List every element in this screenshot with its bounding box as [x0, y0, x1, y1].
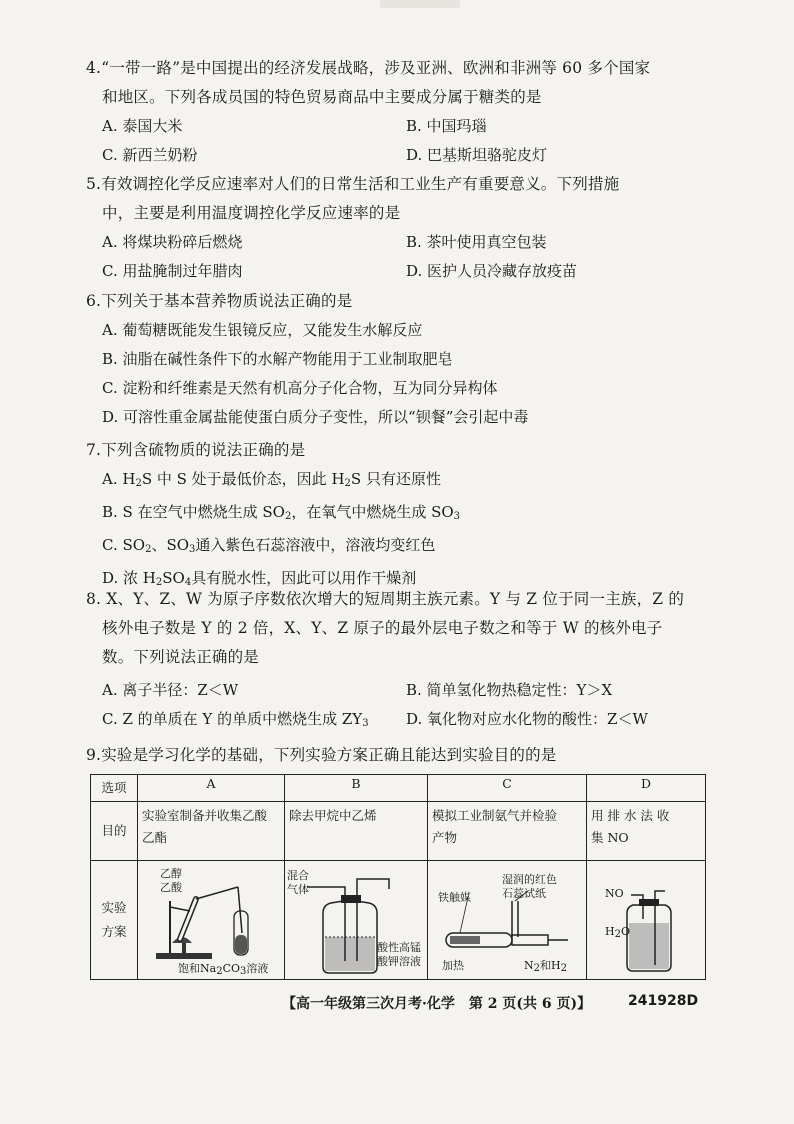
- q5-options: [102, 228, 702, 286]
- scan-edge: [380, 0, 460, 8]
- q6-options: [102, 316, 702, 432]
- label-water: $H_2O$: [605, 925, 630, 940]
- q7-stem-1: 7.下列含硫物质的说法正确的是: [86, 441, 306, 459]
- label-kmno4-2: 酸钾溶液: [377, 955, 421, 968]
- q5-option-b: B. 茶叶使用真空包装: [406, 233, 547, 251]
- q7-option-a: A. $H_2S$ 中 S 处于最低价态，因此 $H_2S$ 只有还原性: [102, 470, 441, 489]
- header-a: A: [138, 775, 285, 802]
- label-acetic-acid: 乙酸: [160, 881, 182, 894]
- q5-option-d: D. 医护人员冷藏存放疫苗: [406, 262, 578, 280]
- page-footer: 【高一年级第三次月考·化学 第 2 页(共 6 页)】: [282, 996, 592, 1012]
- q5-stem-1: 5.有效调控化学反应速率对人们的日常生活和工业生产有重要意义。下列措施: [86, 175, 620, 193]
- aim-b: 除去甲烷中乙烯: [285, 802, 428, 861]
- q6-option-c: C. 淀粉和纤维素是天然有机高分子化合物，互为同分异构体: [102, 379, 498, 397]
- question-6: [86, 287, 696, 316]
- q6-stem-1: 6.下列关于基本营养物质说法正确的是: [86, 292, 353, 310]
- row-label-plan: 实验 方案: [91, 861, 138, 980]
- label-heating: 加热: [442, 959, 464, 972]
- q6-option-d: D. 可溶性重金属盐能使蛋白质分子变性，所以“钡餐”会引起中毒: [102, 408, 529, 426]
- label-saturated-solution: 饱和$Na_2CO_3$溶液: [178, 962, 269, 977]
- q8-option-d: D. 氧化物对应水化物的酸性：Z＜W: [406, 710, 648, 728]
- q6-option-a: A. 葡萄糖既能发生银镜反应，又能发生水解反应: [102, 321, 423, 339]
- q4-option-c: C. 新西兰奶粉: [102, 146, 198, 164]
- q5-stem-2: 中，主要是利用温度调控化学反应速率的是: [102, 204, 401, 222]
- label-red-litmus-2: 石蕊试纸: [502, 887, 546, 900]
- header-option: 选项: [91, 775, 138, 802]
- q7-options: [102, 465, 702, 597]
- q8-stem-3: 数。下列说法正确的是: [102, 648, 260, 666]
- aim-d: 用 排 水 法 收 集 NO: [587, 802, 706, 861]
- question-4: [86, 54, 696, 112]
- label-red-litmus-1: 湿润的红色: [502, 873, 557, 886]
- q7-option-c: C. $SO_2$、$SO_3$通入紫色石蕊溶液中，溶液均变红色: [102, 536, 436, 555]
- q8-stem-2: 核外电子数是 Y 的 2 倍，X、Y、Z 原子的最外层电子数之和等于 W 的核外电子: [102, 619, 663, 637]
- question-5: [86, 170, 696, 228]
- plan-c: [428, 861, 587, 980]
- q5-option-a: A. 将煤块粉碎后燃烧: [102, 233, 243, 251]
- q4-options: [102, 112, 702, 170]
- q4-option-d: D. 巴基斯坦骆驼皮灯: [406, 146, 548, 164]
- plan-a: [138, 861, 285, 980]
- q7-option-d: D. 浓 $H_2SO_4$具有脱水性，因此可以用作干燥剂: [102, 569, 417, 588]
- paper-code: 241928D: [628, 993, 699, 1009]
- row-label-aim: 目的: [91, 802, 138, 861]
- q7-option-b: B. S 在空气中燃烧生成 $SO_2$，在氧气中燃烧生成 $SO_3$: [102, 503, 461, 522]
- q9-stem-1: 9.实验是学习化学的基础，下列实验方案正确且能达到实验目的的是: [86, 746, 557, 764]
- plan-d: [587, 861, 706, 980]
- label-no: NO: [605, 887, 624, 900]
- plan-b: [285, 861, 428, 980]
- q8-options: [102, 676, 702, 738]
- label-ethanol: 乙醇: [160, 867, 182, 880]
- experiment-table: [90, 774, 706, 980]
- question-8: [86, 585, 696, 672]
- q5-option-c: C. 用盐腌制过年腊肉: [102, 262, 243, 280]
- q6-option-b: B. 油脂在碱性条件下的水解产物能用于工业制取肥皂: [102, 350, 453, 368]
- aim-c: 模拟工业制氨气并检验 产物: [428, 802, 587, 861]
- label-mixed-gas-2: 气体: [287, 883, 309, 896]
- header-b: B: [285, 775, 428, 802]
- label-kmno4-1: 酸性高锰: [377, 941, 421, 954]
- q8-stem-1: 8. X、Y、Z、W 为原子序数依次增大的短周期主族元素。Y 与 Z 位于同一主族，Z 的: [86, 590, 685, 608]
- water-displacement-drawing: [587, 861, 697, 979]
- question-9: [86, 741, 696, 770]
- header-d: D: [587, 775, 706, 802]
- question-7: [86, 436, 696, 465]
- q4-option-a: A. 泰国大米: [102, 117, 183, 135]
- header-c: C: [428, 775, 587, 802]
- label-n2-h2: $N_2$和$H_2$: [524, 959, 567, 974]
- q4-stem-2: 和地区。下列各成员国的特色贸易商品中主要成分属于糖类的是: [102, 88, 542, 106]
- q4-option-b: B. 中国玛瑙: [406, 117, 487, 135]
- q4-stem-1: 4.“一带一路”是中国提出的经济发展战略，涉及亚洲、欧洲和非洲等 60 多个国家: [86, 59, 651, 77]
- q8-option-a: A. 离子半径：Z＜W: [102, 681, 239, 699]
- q8-option-c: C. Z 的单质在 Y 的单质中燃烧生成 $ZY_3$: [102, 710, 369, 729]
- aim-a: 实验室制备并收集乙酸 乙酯: [138, 802, 285, 861]
- label-mixed-gas-1: 混合: [287, 869, 309, 882]
- q8-option-b: B. 简单氢化物热稳定性：Y＞X: [406, 681, 613, 699]
- label-iron-catalyst: 铁触媒: [438, 891, 471, 904]
